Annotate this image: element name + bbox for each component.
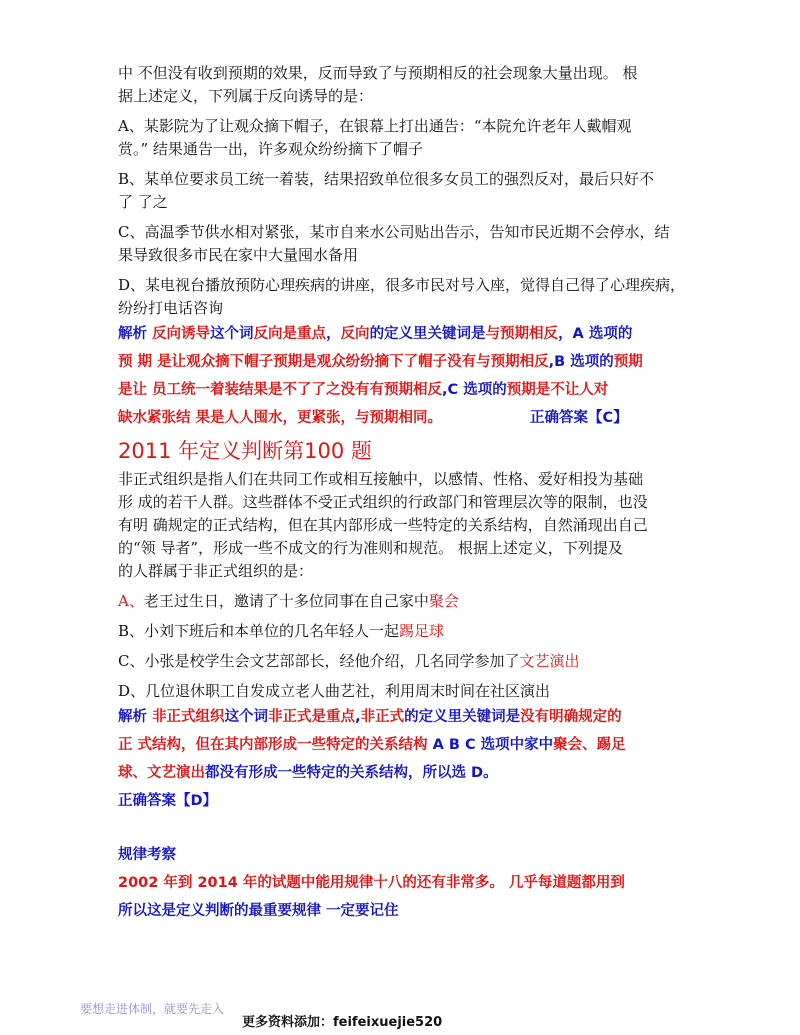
q100-analysis-line: [118, 703, 688, 731]
q100-stem-line: 有明 确规定的正式结构，但在其内部形成一些特定的关系结构，自然涌现出自己: [118, 516, 648, 534]
analysis-text: 球、文艺演出: [118, 765, 205, 781]
q100-option-d: D、几位退休职工自发成立老人曲艺社，利用周末时间在社区演出: [118, 682, 551, 700]
option-keyword: 聚会: [428, 592, 459, 610]
analysis-text: ,C 选项的: [442, 382, 507, 398]
q99-option-d: D、某电视台播放预防心理疾病的讲座，很多市民对号入座，觉得自己得了心理疾病，: [118, 276, 686, 294]
analysis-text: A B C 选项中家中: [427, 737, 554, 753]
rule-line: 2002 年到 2014 年的试题中能用规律十八的还有非常多。 几乎每道题都用到: [118, 875, 625, 891]
q100-stem-line: 形 成的若干人群。这些群体不受正式组织的行政部门和管理层次等的限制，也没: [118, 493, 648, 511]
analysis-text: 正 式结构，但在其内部形成一些特定的关系结构: [118, 737, 428, 753]
analysis-text: 反向是重点: [253, 326, 327, 342]
analysis-label: 解析: [118, 709, 153, 725]
q99-option-d: 纷纷打电话咨询: [118, 299, 224, 317]
analysis-text: 这个词: [224, 709, 269, 725]
analysis-text: ，: [326, 326, 341, 342]
analysis-text: 是让观众摘下帽子预期是观众纷纷摘下了帽子没有与预期相反: [152, 354, 549, 370]
rule-line: 所以这是定义判断的最重要规律 一定要记住: [118, 903, 399, 919]
analysis-label: 解析: [118, 326, 153, 342]
analysis-text: 的定义里关键词是: [404, 709, 521, 725]
q100-option-a: [118, 590, 688, 613]
q99-stem-line: 据上述定义，下列属于反向诱导的是：: [118, 87, 374, 105]
q99-analysis-line: [118, 320, 688, 348]
q99-analysis-line: [118, 376, 688, 404]
q99-option-b: 了 了之: [118, 193, 168, 211]
q99-option-c: C、高温季节供水相对紧张，某市自来水公司贴出告示，告知市民近期不会停水，结: [118, 223, 670, 241]
q100-option-b: [118, 620, 688, 643]
q99-analysis-line: [118, 348, 688, 376]
option-keyword: 文艺演出: [519, 652, 580, 670]
analysis-text: 都没有形成一些特定的关系结构，所以选 D。: [205, 765, 498, 781]
analysis-text: 非正式是重点: [268, 709, 356, 725]
q100-analysis-line: [118, 731, 688, 759]
analysis-text: 这个词: [210, 326, 254, 342]
analysis-text: ，A 选项的: [558, 326, 633, 342]
q99-option-b: B、某单位要求员工统一着装，结果招致单位很多女员工的强烈反对，最后只好不: [118, 170, 655, 188]
q100-answer: 正确答案【D】: [118, 793, 218, 809]
q99-option-c: 果导致很多市民在家中大量囤水备用: [118, 246, 359, 264]
q100-stem-line: 的“领 导者”，形成一些不成文的行为准则和规范。 根据上述定义，下列提及: [118, 539, 623, 557]
footer-contact: 更多资料添加：feifeixuejie520: [242, 1015, 443, 1030]
q99-stem-line: 中 不但没有收到预期的效果，反而导致了与预期相反的社会现象大量出现。 根: [118, 64, 638, 82]
analysis-text: 的定义里关键词是: [369, 326, 486, 342]
watermark-text: 要想走进体制，就要先走入: [80, 1002, 225, 1016]
option-letter: A、: [118, 592, 144, 610]
analysis-text: 是让 员工统一着装结果是不了了之没有有预期相反: [118, 382, 443, 398]
analysis-text: 非正式: [360, 709, 405, 725]
q100-heading: 2011 年定义判断第100 题: [118, 439, 372, 463]
analysis-text: 没有明确规定的: [520, 709, 622, 725]
analysis-text: 预期: [613, 354, 643, 370]
analysis-text: ,B 选项的: [548, 354, 614, 370]
analysis-term: 非正式组织: [152, 709, 225, 725]
q99-analysis-line: [118, 404, 688, 432]
analysis-text: 缺水紧张结 果是人人囤水，更紧张，与预期相同。: [118, 410, 443, 426]
option-text: C、小张是校学生会文艺部部长，经他介绍，几名同学参加了: [118, 652, 520, 670]
q99-option-a: 赏。” 结果通告一出，许多观众纷纷摘下了帽子: [118, 140, 423, 158]
analysis-text: 反向: [340, 326, 370, 342]
analysis-text: ,: [355, 709, 361, 725]
option-keyword: 踢足球: [399, 622, 445, 640]
q99-option-a: A、某影院为了让观众摘下帽子，在银幕上打出通告：“本院允许老年人戴帽观: [118, 117, 632, 135]
analysis-text: 预期是不让人对: [506, 382, 609, 398]
analysis-text: 与预期相反: [485, 326, 559, 342]
option-text: 老王过生日，邀请了十多位同事在自己家中: [143, 592, 429, 610]
q99-answer: 正确答案【C】: [530, 410, 628, 426]
rule-title: 规律考察: [118, 847, 176, 863]
q100-option-c: [118, 650, 688, 673]
option-text: B、小刘下班后和本单位的几名年轻人一起: [118, 622, 400, 640]
analysis-term: 反向诱导: [152, 326, 211, 342]
q100-stem-line: 非正式组织是指人们在共同工作或相互接触中，以感情、性格、爱好相投为基础: [118, 470, 644, 488]
q100-analysis-line: [118, 759, 688, 787]
document-page: [118, 62, 688, 925]
q100-stem-line: 的人群属于非正式组织的是：: [118, 562, 314, 580]
analysis-text: 预 期: [118, 354, 153, 370]
analysis-text: 聚会、踢足: [553, 737, 626, 753]
